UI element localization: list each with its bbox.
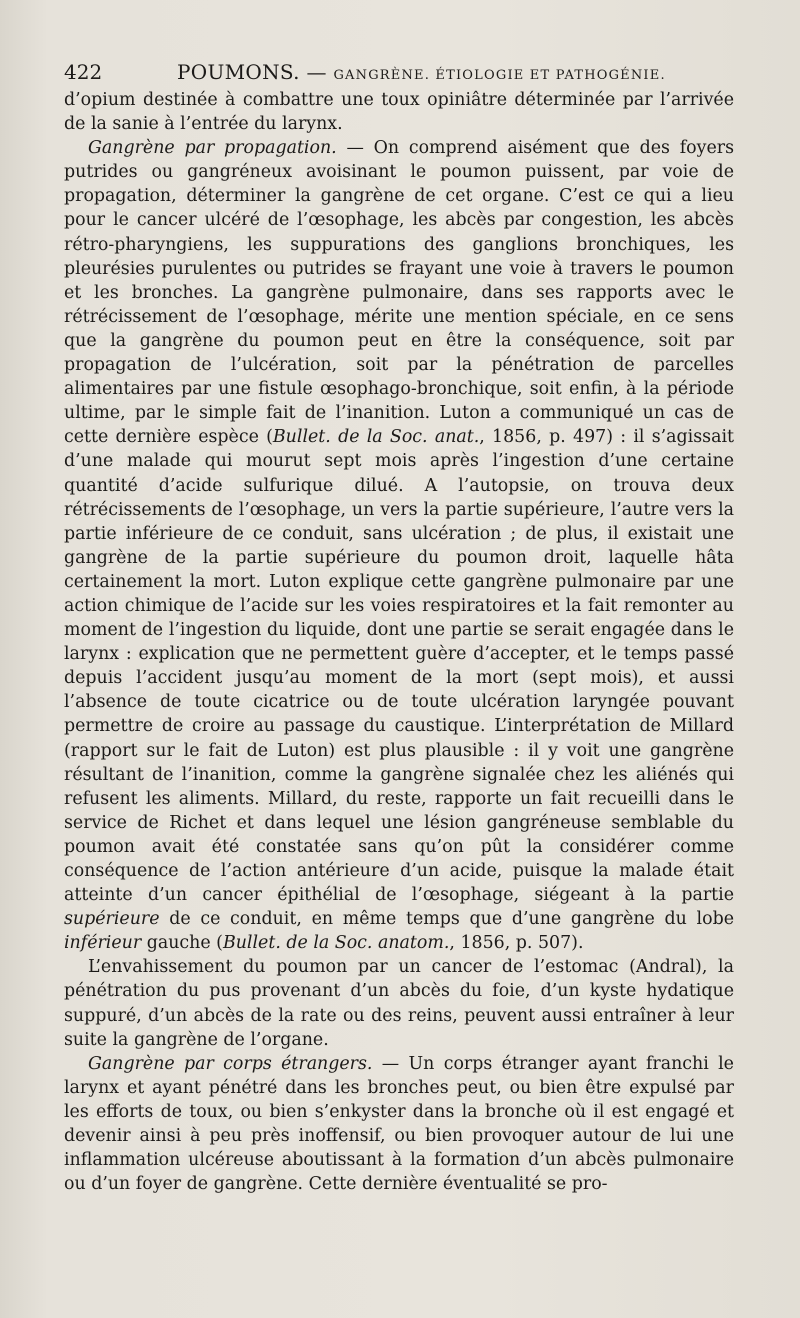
running-head — [60, 56, 740, 88]
running-title-separator: — — [299, 60, 334, 84]
paragraph-cancer-estomac: L’envahissement du poumon par un cancer de l’estomac (Andral), la pénétration du pus provenant d’un abcès du foie, d’un kyste hydatique suppuré, d’un abcès de la rate ou des reins, peuvent aussi entraîner à leur suite la gangrène de l’organe. — [64, 957, 734, 1050]
page-number: 422 — [64, 60, 103, 84]
paragraph-text: de ce conduit, en même temps que d’une gangrène du lobe — [159, 909, 734, 930]
emphasis-text: inférieur — [64, 933, 142, 954]
citation-reference: Bullet. de la Soc. anat. — [272, 427, 480, 448]
section-heading-propagation: Gangrène par propagation. — [88, 138, 337, 159]
paragraph-text: — On comprend aisément que des foyers putrides ou gangréneux avoisinant le poumon puissent, par voie de propagation, déterminer la gangrène de cet organe. C’est ce qui a lieu pour le cancer ulcéré de l’œsophage, les abcès par congestion, les abcès rétro-pharyngiens, les suppurations des ganglions bronchiques, les pleurésies purulentes ou putrides se frayant une voie à travers le poumon et les bronches. La gangrène pulmonaire, dans ses rapports avec le rétrécissement de l’œsophage, mérite une mention spéciale, en ce sens que la gangrène du poumon peut en être la conséquence, soit par propagation de l’ulcération, soit par la pénétration de parcelles alimentaires par une fistule œsophago-bronchique, soit enfin, à la période ultime, par le simple fait de l’inanition. Luton a communiqué un cas de cette dernière espèce ( — [64, 138, 734, 448]
emphasis-text: supérieure — [64, 909, 160, 930]
paragraph-corps-etrangers — [64, 1052, 734, 1197]
citation-reference: Bullet. de la Soc. anatom. — [222, 933, 450, 954]
paragraph-text: , 1856, p. 497) : il s’agissait d’une malade qui mourut sept mois après l’ingestion d’une certaine quantité d’acide sulfurique dilué. A l’autopsie, on trouva deux rétrécissements de l’œsophage, un vers la partie supérieure, l’autre vers la partie inférieure de ce conduit, sans ulcération ; de plus, il existait une gangrène de la partie supérieure du poumon droit, laquelle hâta certainement la mort. Luton explique cette gangrène pulmonaire par une action chimique de l’acide sur les voies respiratoires et la fait remonter au moment de l’ingestion du liquide, dont une partie se serait engagée dans le larynx : explication que ne permettent guère d’accepter, et le temps passé depuis l’accident jusqu’au moment de la mort (sept mois), et aussi l’absence de toute cicatrice ou de toute ulcération laryngée pouvant permettre de croire au passage du caustique. L’interprétation de Millard (rapport sur le fait de Luton) est plus plausible : il y voit une gangrène résultant de l’inanition, comme la gangrène signalée chez les aliénés qui refusent les aliments. Millard, du reste, rapporte un fait recueilli dans le service de Richet et dans lequel une lésion gangréneuse semblable du poumon avait été constatée sans qu’on pût la considérer comme conséquence de l’action antérieure d’un acide, puisque la malade était atteinte d’un cancer épithélial de l’œsophage, siégeant à la partie — [64, 427, 734, 906]
paragraph-propagation — [64, 136, 734, 955]
page-body — [64, 88, 734, 1196]
running-title-subtitle: GANGRÈNE. ÉTIOLOGIE ET PATHOGÉNIE. — [333, 68, 666, 83]
paragraph-opium: d’opium destinée à combattre une toux opiniâtre déterminée par l’arrivée de la sanie à l’entrée du larynx. — [64, 90, 734, 135]
section-heading-corps-etrangers: Gangrène par corps étrangers. — [88, 1053, 373, 1074]
running-title — [177, 56, 666, 92]
paragraph-text: gauche ( — [141, 933, 223, 954]
paragraph-text: — Un corps étranger ayant franchi le larynx et ayant pénétré dans les bronches peut, ou bien être expulsé par les efforts de toux, ou bien s’enkyster dans la bronche où il est engagé et devenir ainsi à peu près inoffensif, ou bien provoquer autour de lui une inflammation ulcéreuse aboutissant à la formation d’un abcès pulmonaire ou d’un foyer de gangrène. Cette dernière éventualité se pro- — [64, 1053, 734, 1195]
paragraph-text: , 1856, p. 507). — [449, 933, 584, 954]
running-title-main: POUMONS. — [177, 60, 300, 84]
